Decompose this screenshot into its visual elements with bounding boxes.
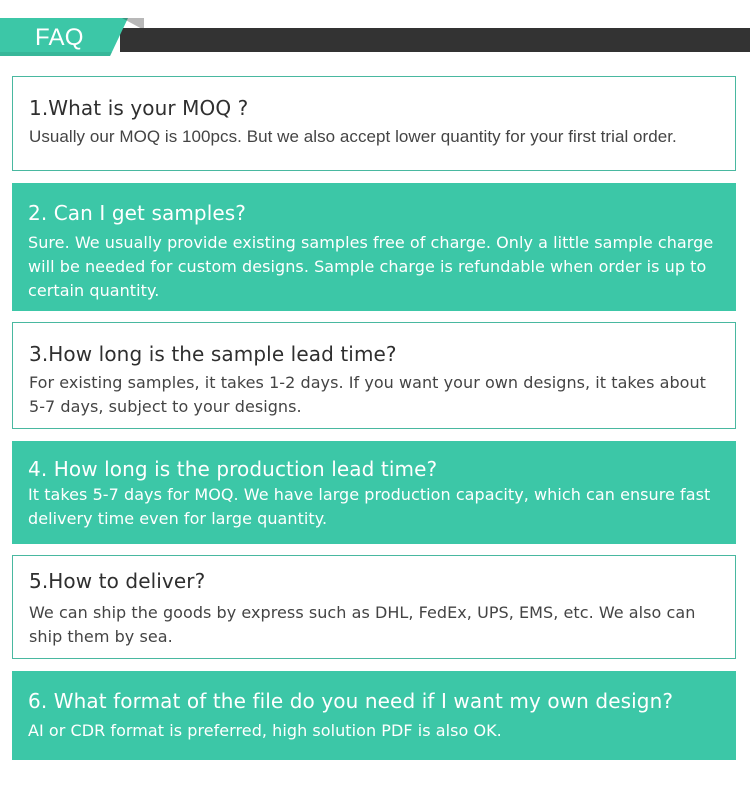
faq-item-sample-lead-time bbox=[12, 322, 736, 429]
faq-question: 1.What is your MOQ ? bbox=[29, 96, 249, 120]
faq-item-samples bbox=[12, 183, 736, 311]
faq-answer: Sure. We usually provide existing samples free of charge. Only a little sample charge will be needed for custom designs. Sample charge is refundable when order is up to certain quantity. bbox=[28, 233, 714, 300]
faq-question: 5.How to deliver? bbox=[29, 569, 206, 593]
faq-question: 6. What format of the file do you need if I want my own design? bbox=[28, 689, 674, 713]
faq-item-file-format bbox=[12, 671, 736, 760]
header-dark-bar bbox=[120, 28, 750, 52]
faq-header bbox=[0, 0, 750, 70]
faq-answer: AI or CDR format is preferred, high solution PDF is also OK. bbox=[28, 721, 502, 740]
faq-answer: It takes 5-7 days for MOQ. We have large production capacity, which can ensure fast delivery time even for large quantity. bbox=[28, 485, 711, 528]
faq-answer: Usually our MOQ is 100pcs. But we also accept lower quantity for your first trial order. bbox=[29, 127, 677, 146]
faq-question: 4. How long is the production lead time? bbox=[28, 457, 438, 481]
faq-answer: We can ship the goods by express such as DHL, FedEx, UPS, EMS, etc. We also can ship them by sea. bbox=[29, 603, 696, 646]
faq-item-production-lead-time bbox=[12, 441, 736, 544]
faq-answer: For existing samples, it takes 1-2 days. If you want your own designs, it takes about 5-7 days, subject to your designs. bbox=[29, 373, 706, 416]
faq-item-delivery bbox=[12, 555, 736, 659]
faq-question: 3.How long is the sample lead time? bbox=[29, 342, 397, 366]
faq-item-moq bbox=[12, 76, 736, 171]
page-title: FAQ bbox=[35, 24, 84, 51]
faq-question: 2. Can I get samples? bbox=[28, 201, 246, 225]
